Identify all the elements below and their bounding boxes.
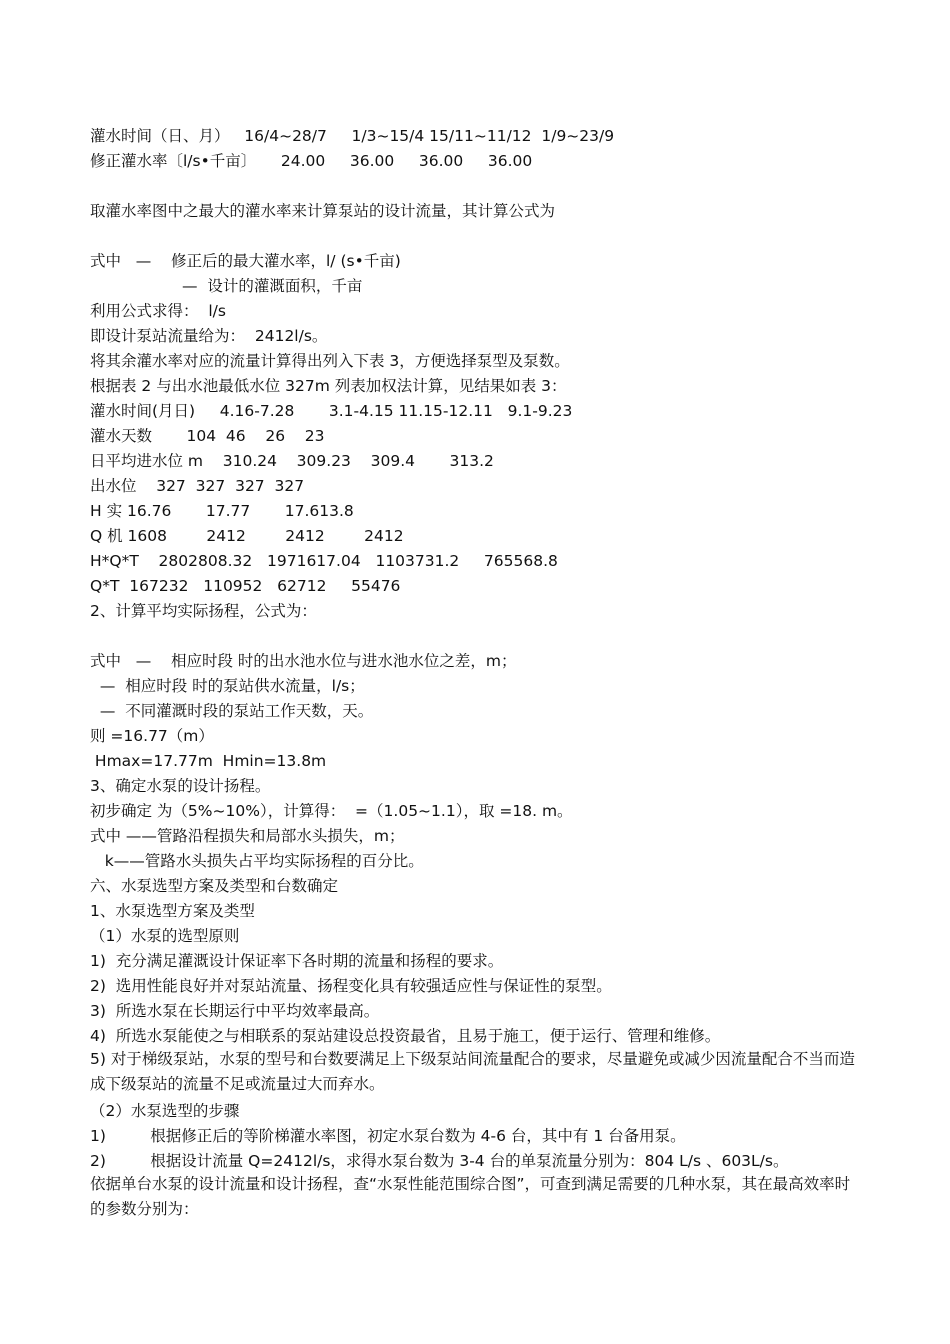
text-line: 出水位 327 327 327 327 bbox=[90, 477, 305, 495]
text-line: H 实 16.76 17.77 17.613.8 bbox=[90, 502, 354, 520]
text-line: 则 =16.77（m） bbox=[90, 727, 214, 745]
text-line: 灌水时间（日、月） 16/4~28/7 1/3~15/4 15/11~11/12 1/9~23/9 bbox=[90, 127, 615, 145]
list-item: 2) 根据设计流量 Q=2412l/s，求得水泵台数为 3-4 台的单泵流量分别为：804 L/s 、603L/s。 bbox=[90, 1152, 789, 1170]
paragraph: 依据单台水泵的设计流量和设计扬程，查“水泵性能范围综合图”，可查到满足需要的几种水泵，其在最高效率时的参数分别为： bbox=[90, 1175, 851, 1218]
list-item: 3) 所选水泵在长期运行中平均效率最高。 bbox=[90, 1002, 380, 1020]
text-line: Q*T 167232 110952 62712 55476 bbox=[90, 577, 401, 595]
text-line: H*Q*T 2802808.32 1971617.04 1103731.2 765568.8 bbox=[90, 552, 558, 570]
list-item: 2) 选用性能良好并对泵站流量、扬程变化具有较强适应性与保证性的泵型。 bbox=[90, 977, 612, 995]
text-line: 式中 — 修正后的最大灌水率，l/ (s•千亩) bbox=[90, 252, 401, 270]
section-heading: 六、水泵选型方案及类型和台数确定 bbox=[90, 877, 339, 895]
list-item: 5) 对于梯级泵站，水泵的型号和台数要满足上下级泵站间流量配合的要求，尽量避免或减少因流量配合不当而造成下级泵站的流量不足或流量过大而弃水。 bbox=[90, 1050, 855, 1093]
text-line: — 设计的灌溉面积，千亩 bbox=[182, 277, 363, 295]
list-item: 1) 根据修正后的等阶梯灌水率图，初定水泵台数为 4-6 台，其中有 1 台备用泵。 bbox=[90, 1127, 686, 1145]
text-line: 式中 ——管路沿程损失和局部水头损失，m； bbox=[90, 827, 405, 845]
text-line: — 相应时段 时的泵站供水流量，l/s； bbox=[90, 677, 365, 695]
text-line: Hmax=17.77m Hmin=13.8m bbox=[90, 752, 327, 770]
text-line: 日平均进水位 m 310.24 309.23 309.4 313.2 bbox=[90, 452, 494, 470]
text-line: — 不同灌溉时段的泵站工作天数，天。 bbox=[90, 702, 374, 720]
text-line: 式中 — 相应时段 时的出水池水位与进水池水位之差，m； bbox=[90, 652, 517, 670]
list-item: 1) 充分满足灌溉设计保证率下各时期的流量和扬程的要求。 bbox=[90, 952, 504, 970]
text-line: k——管路水头损失占平均实际扬程的百分比。 bbox=[90, 852, 424, 870]
text-line: 灌水天数 104 46 26 23 bbox=[90, 427, 325, 445]
text-line: 3、确定水泵的设计扬程。 bbox=[90, 777, 271, 795]
list-item: 4) 所选水泵能使之与相联系的泵站建设总投资最省，且易于施工，便于运行、管理和维修。 bbox=[90, 1027, 721, 1045]
text-line: 取灌水率图中之最大的灌水率来计算泵站的设计流量，其计算公式为 bbox=[90, 202, 556, 220]
text-line: 根据表 2 与出水池最低水位 327m 列表加权法计算，见结果如表 3： bbox=[90, 377, 567, 395]
text-line: 利用公式求得： l/s bbox=[90, 302, 226, 320]
text-line: 2、计算平均实际扬程，公式为： bbox=[90, 602, 317, 620]
subsection-heading: 1、水泵选型方案及类型 bbox=[90, 902, 255, 920]
text-line: 灌水时间(月日) 4.16-7.28 3.1-4.15 11.15-12.11 9.1-9.23 bbox=[90, 402, 573, 420]
text-line: 将其余灌水率对应的流量计算得出列入下表 3，方便选择泵型及泵数。 bbox=[90, 352, 570, 370]
text-line: 初步确定 为（5%~10%），计算得： =（1.05~1.1），取 =18. m。 bbox=[90, 802, 573, 820]
text-line: Q 机 1608 2412 2412 2412 bbox=[90, 527, 404, 545]
text-line: 修正灌水率〔l/s•千亩〕 24.00 36.00 36.00 36.00 bbox=[90, 152, 533, 170]
text-line: 即设计泵站流量给为： 2412l/s。 bbox=[90, 327, 328, 345]
subsection-heading: （1）水泵的选型原则 bbox=[90, 927, 240, 945]
subsection-heading: （2）水泵选型的步骤 bbox=[90, 1102, 240, 1120]
